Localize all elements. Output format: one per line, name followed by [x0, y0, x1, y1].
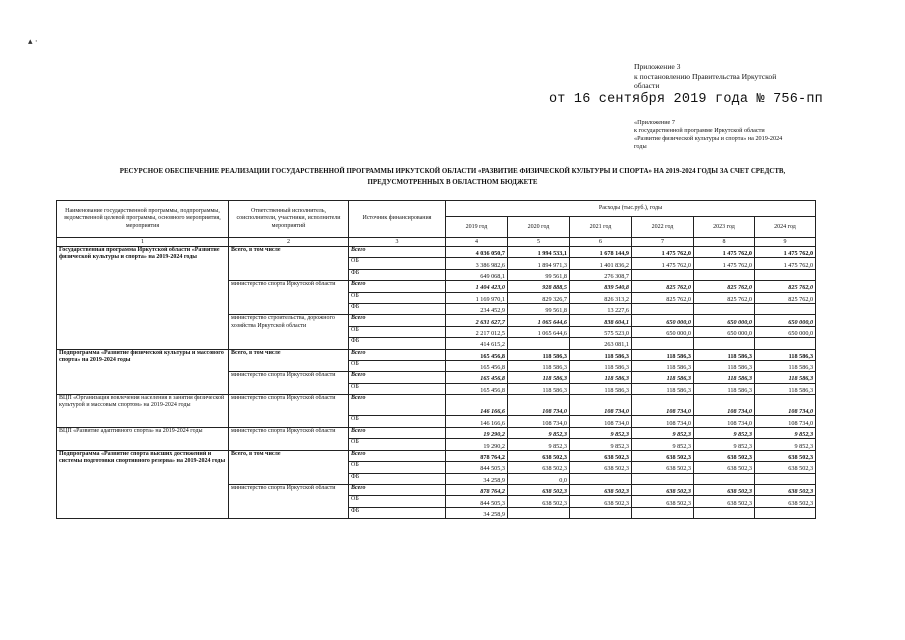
source-cell: ОБ	[349, 360, 446, 371]
value-cell	[508, 338, 570, 349]
value-cell: 118 586,3	[508, 360, 570, 371]
index-cell: 7	[632, 238, 694, 247]
value-cell: 638 502,3	[508, 485, 570, 496]
source-cell: Всего	[349, 485, 446, 496]
index-cell: 8	[694, 238, 755, 247]
header-year: 2023 год	[694, 217, 755, 238]
index-cell: 2	[229, 238, 349, 247]
executor-cell: министерство спорта Иркутской области	[229, 281, 349, 315]
value-cell: 118 586,3	[694, 372, 755, 383]
value-cell: 9 852,3	[508, 439, 570, 450]
value-cell: 118 586,3	[755, 383, 816, 394]
value-cell: 1 475 762,0	[632, 247, 694, 258]
value-cell: 638 502,3	[755, 450, 816, 461]
value-cell: 638 502,3	[570, 496, 632, 507]
value-cell: 829 326,7	[508, 292, 570, 303]
value-cell: 118 586,3	[632, 349, 694, 360]
value-cell	[755, 338, 816, 349]
value-cell: 638 502,3	[632, 450, 694, 461]
value-cell	[755, 507, 816, 518]
value-cell: 118 586,3	[632, 383, 694, 394]
value-cell: 165 456,8	[446, 349, 508, 360]
value-cell: 650 000,0	[755, 326, 816, 337]
value-cell: 414 615,2	[446, 338, 508, 349]
source-cell: Всего	[349, 372, 446, 383]
index-cell: 3	[349, 238, 446, 247]
value-cell: 118 586,3	[694, 360, 755, 371]
source-cell: Всего	[349, 395, 446, 416]
value-cell: 878 764,2	[446, 450, 508, 461]
appendix-line: к государственной программе Иркутской области	[634, 127, 765, 135]
value-cell: 34 258,9	[446, 507, 508, 518]
value-cell: 638 502,3	[570, 462, 632, 473]
row-label-sub1: Подпрограмма «Развитие физической культуры и массового спорта» на 2019-2024 годы	[57, 349, 229, 395]
table-row	[57, 395, 816, 416]
value-cell: 1 065 644,6	[508, 315, 570, 326]
value-cell	[694, 338, 755, 349]
index-cell: 4	[446, 238, 508, 247]
value-cell: 825 762,0	[632, 292, 694, 303]
value-cell: 638 502,3	[632, 496, 694, 507]
value-cell	[570, 473, 632, 484]
value-cell: 118 586,3	[508, 349, 570, 360]
value-cell: 9 852,3	[632, 439, 694, 450]
appendix-header	[634, 62, 834, 91]
value-cell	[694, 473, 755, 484]
value-cell: 2 217 012,5	[446, 326, 508, 337]
value-cell: 3 386 982,6	[446, 258, 508, 269]
source-cell: Всего	[349, 349, 446, 360]
table-row	[57, 428, 816, 439]
value-cell: 108 734,0	[632, 395, 694, 416]
value-cell: 99 561,8	[508, 303, 570, 314]
appendix-line: годы	[634, 143, 647, 151]
value-cell	[694, 303, 755, 314]
value-cell: 108 734,0	[755, 416, 816, 428]
value-cell: 638 502,3	[694, 450, 755, 461]
value-cell: 638 502,3	[570, 485, 632, 496]
value-cell: 19 290,2	[446, 428, 508, 439]
value-cell: 878 764,2	[446, 485, 508, 496]
row-label-sub2: Подпрограмма «Развитие спорта высших достижений и системы подготовки спортивного резерва» на 2019-2024 годы	[57, 450, 229, 518]
executor-cell: министерство спорта Иркутской области	[229, 372, 349, 395]
value-cell: 118 586,3	[632, 360, 694, 371]
value-cell: 165 456,8	[446, 372, 508, 383]
value-cell: 844 505,3	[446, 496, 508, 507]
source-cell: Всего	[349, 281, 446, 292]
value-cell: 1 065 644,6	[508, 326, 570, 337]
index-cell: 6	[570, 238, 632, 247]
value-cell: 638 502,3	[632, 462, 694, 473]
value-cell: 108 734,0	[694, 395, 755, 416]
table-row	[57, 247, 816, 258]
executor-cell: министерство спорта Иркутской области	[229, 485, 349, 519]
value-cell: 638 502,3	[755, 462, 816, 473]
value-cell: 1 169 970,1	[446, 292, 508, 303]
value-cell	[755, 303, 816, 314]
value-cell: 1 404 423,0	[446, 281, 508, 292]
value-cell: 118 586,3	[694, 383, 755, 394]
value-cell: 575 523,0	[570, 326, 632, 337]
source-cell: ОБ	[349, 292, 446, 303]
scan-mark: ▴ ·	[28, 36, 38, 46]
value-cell: 9 852,3	[570, 439, 632, 450]
value-cell: 1 401 836,2	[570, 258, 632, 269]
table-row	[57, 450, 816, 461]
source-cell: Всего	[349, 428, 446, 439]
value-cell: 9 852,3	[570, 428, 632, 439]
value-cell	[632, 338, 694, 349]
header-year: 2020 год	[508, 217, 570, 238]
value-cell	[632, 473, 694, 484]
source-cell: ФБ	[349, 269, 446, 280]
value-cell: 638 502,3	[508, 462, 570, 473]
value-cell: 638 502,3	[508, 496, 570, 507]
value-cell: 118 586,3	[570, 372, 632, 383]
value-cell: 263 081,1	[570, 338, 632, 349]
value-cell: 638 502,3	[508, 450, 570, 461]
appendix-line: «Приложение 7	[634, 119, 675, 126]
index-cell: 9	[755, 238, 816, 247]
value-cell: 928 888,5	[508, 281, 570, 292]
executor-cell: Всего, в том числе	[229, 349, 349, 372]
executor-cell: министерство спорта Иркутской области	[229, 428, 349, 451]
value-cell: 825 762,0	[755, 281, 816, 292]
value-cell: 34 258,9	[446, 473, 508, 484]
value-cell: 108 734,0	[570, 416, 632, 428]
value-cell: 1 475 762,0	[755, 258, 816, 269]
value-cell: 844 505,3	[446, 462, 508, 473]
appendix-line: области	[634, 81, 660, 91]
value-cell: 118 586,3	[632, 372, 694, 383]
index-cell: 1	[57, 238, 229, 247]
source-cell: ОБ	[349, 462, 446, 473]
header-year: 2022 год	[632, 217, 694, 238]
value-cell: 825 762,0	[755, 292, 816, 303]
value-cell: 825 762,0	[632, 281, 694, 292]
value-cell: 165 456,8	[446, 383, 508, 394]
value-cell	[570, 507, 632, 518]
value-cell: 650 000,0	[694, 315, 755, 326]
value-cell: 839 540,8	[570, 281, 632, 292]
value-cell: 649 068,1	[446, 269, 508, 280]
value-cell: 108 734,0	[508, 416, 570, 428]
title-line: РЕСУРСНОЕ ОБЕСПЕЧЕНИЕ РЕАЛИЗАЦИИ ГОСУДАРСТВЕННОЙ ПРОГРАММЫ ИРКУТСКОЙ ОБЛАСТИ «РАЗВИТИЕ ФИЗИЧЕСКОЙ КУЛЬТУРЫ И СПОРТА» НА 2019-2024 ГОДЫ ЗА СЧЕТ СРЕДСТВ,	[119, 168, 786, 175]
executor-cell: министерство строительства, дорожного хозяйства Иркутской области	[229, 315, 349, 349]
value-cell: 826 313,2	[570, 292, 632, 303]
source-cell: Всего	[349, 247, 446, 258]
executor-cell: Всего, в том числе	[229, 247, 349, 281]
value-cell: 1 475 762,0	[694, 258, 755, 269]
value-cell: 2 631 627,7	[446, 315, 508, 326]
value-cell: 1 475 762,0	[755, 247, 816, 258]
value-cell: 118 586,3	[508, 383, 570, 394]
index-cell: 5	[508, 238, 570, 247]
value-cell: 19 290,2	[446, 439, 508, 450]
value-cell: 638 502,3	[570, 450, 632, 461]
value-cell: 1 475 762,0	[694, 247, 755, 258]
value-cell: 118 586,3	[694, 349, 755, 360]
value-cell: 118 586,3	[755, 360, 816, 371]
value-cell	[694, 269, 755, 280]
value-cell: 146 166,6	[446, 395, 508, 416]
value-cell: 638 502,3	[755, 485, 816, 496]
value-cell	[632, 303, 694, 314]
value-cell: 1 994 533,1	[508, 247, 570, 258]
appendix-line: Приложение 3	[634, 62, 681, 71]
value-cell: 1 678 144,9	[570, 247, 632, 258]
value-cell: 9 852,3	[632, 428, 694, 439]
value-cell: 108 734,0	[632, 416, 694, 428]
source-cell: ФБ	[349, 338, 446, 349]
value-cell: 118 586,3	[755, 372, 816, 383]
value-cell: 9 852,3	[755, 439, 816, 450]
value-cell: 118 586,3	[570, 360, 632, 371]
value-cell: 234 452,9	[446, 303, 508, 314]
value-cell: 118 586,3	[508, 372, 570, 383]
value-cell: 276 308,7	[570, 269, 632, 280]
title-line: ПРЕДУСМОТРЕННЫХ В ОБЛАСТНОМ БЮДЖЕТЕ	[367, 178, 538, 186]
value-cell: 9 852,3	[755, 428, 816, 439]
value-cell	[755, 269, 816, 280]
header-name: Наименование государственной программы, подпрограммы, ведомственной целевой программы, основного мероприятия, мероприятия	[57, 201, 229, 238]
value-cell: 9 852,3	[694, 428, 755, 439]
value-cell: 108 734,0	[570, 395, 632, 416]
value-cell: 108 734,0	[694, 416, 755, 428]
value-cell: 838 604,1	[570, 315, 632, 326]
source-cell: ФБ	[349, 507, 446, 518]
program-appendix-header	[634, 119, 824, 151]
value-cell: 825 762,0	[694, 281, 755, 292]
value-cell: 118 586,3	[570, 383, 632, 394]
document-title	[60, 167, 845, 188]
value-cell: 9 852,3	[694, 439, 755, 450]
value-cell: 825 762,0	[694, 292, 755, 303]
value-cell: 1 475 762,0	[632, 258, 694, 269]
table-row	[57, 349, 816, 360]
header-year: 2019 год	[446, 217, 508, 238]
value-cell: 4 036 050,7	[446, 247, 508, 258]
value-cell: 0,0	[508, 473, 570, 484]
value-cell	[632, 507, 694, 518]
resource-table	[56, 200, 816, 519]
source-cell: ОБ	[349, 439, 446, 450]
value-cell: 638 502,3	[694, 462, 755, 473]
source-cell: ФБ	[349, 303, 446, 314]
value-cell: 650 000,0	[755, 315, 816, 326]
source-cell: ОБ	[349, 326, 446, 337]
source-cell: ФБ	[349, 473, 446, 484]
value-cell: 638 502,3	[755, 496, 816, 507]
source-cell: ОБ	[349, 416, 446, 428]
value-cell	[632, 269, 694, 280]
source-cell: ОБ	[349, 383, 446, 394]
value-cell: 638 502,3	[694, 496, 755, 507]
appendix-line: «Развитие физической культуры и спорта» на 2019-2024	[634, 135, 783, 143]
header-year: 2024 год	[755, 217, 816, 238]
header-year: 2021 год	[570, 217, 632, 238]
value-cell: 118 586,3	[570, 349, 632, 360]
appendix-line: к постановлению Правительства Иркутской	[634, 71, 777, 81]
value-cell: 638 502,3	[632, 485, 694, 496]
value-cell: 1 894 971,3	[508, 258, 570, 269]
source-cell: ОБ	[349, 258, 446, 269]
value-cell	[508, 507, 570, 518]
source-cell: ОБ	[349, 496, 446, 507]
value-cell: 108 734,0	[508, 395, 570, 416]
header-source: Источник финансирования	[349, 201, 446, 238]
header-executor: Ответственный исполнитель, соисполнители, участники, исполнители мероприятий	[229, 201, 349, 238]
decree-date: от 16 сентября 2019 года № 756-пп	[549, 92, 823, 107]
source-cell: Всего	[349, 450, 446, 461]
value-cell	[694, 507, 755, 518]
value-cell: 9 852,3	[508, 428, 570, 439]
value-cell: 638 502,3	[694, 485, 755, 496]
header-expenses: Расходы (тыс.руб.), годы	[446, 201, 816, 217]
index-row	[57, 238, 816, 247]
row-label-gp: Государственная программа Иркутской области «Развитие физической культуры и спорта» на 2019-2024 годы	[57, 247, 229, 350]
value-cell: 650 000,0	[632, 315, 694, 326]
value-cell: 650 000,0	[694, 326, 755, 337]
value-cell: 108 734,0	[755, 395, 816, 416]
value-cell: 165 456,8	[446, 360, 508, 371]
value-cell: 146 166,6	[446, 416, 508, 428]
executor-cell: министерство спорта Иркутской области	[229, 395, 349, 428]
executor-cell: Всего, в том числе	[229, 450, 349, 484]
row-label-vcp1: ВЦП «Организация вовлечения населения в занятия физической культурой и массовым спортом» на 2019-2024 годы	[57, 395, 229, 428]
row-label-vcp2: ВЦП «Развитие адаптивного спорта» на 2019-2024 годы	[57, 428, 229, 451]
value-cell: 13 227,6	[570, 303, 632, 314]
value-cell: 99 561,8	[508, 269, 570, 280]
source-cell: Всего	[349, 315, 446, 326]
value-cell: 118 586,3	[755, 349, 816, 360]
value-cell: 650 000,0	[632, 326, 694, 337]
value-cell	[755, 473, 816, 484]
